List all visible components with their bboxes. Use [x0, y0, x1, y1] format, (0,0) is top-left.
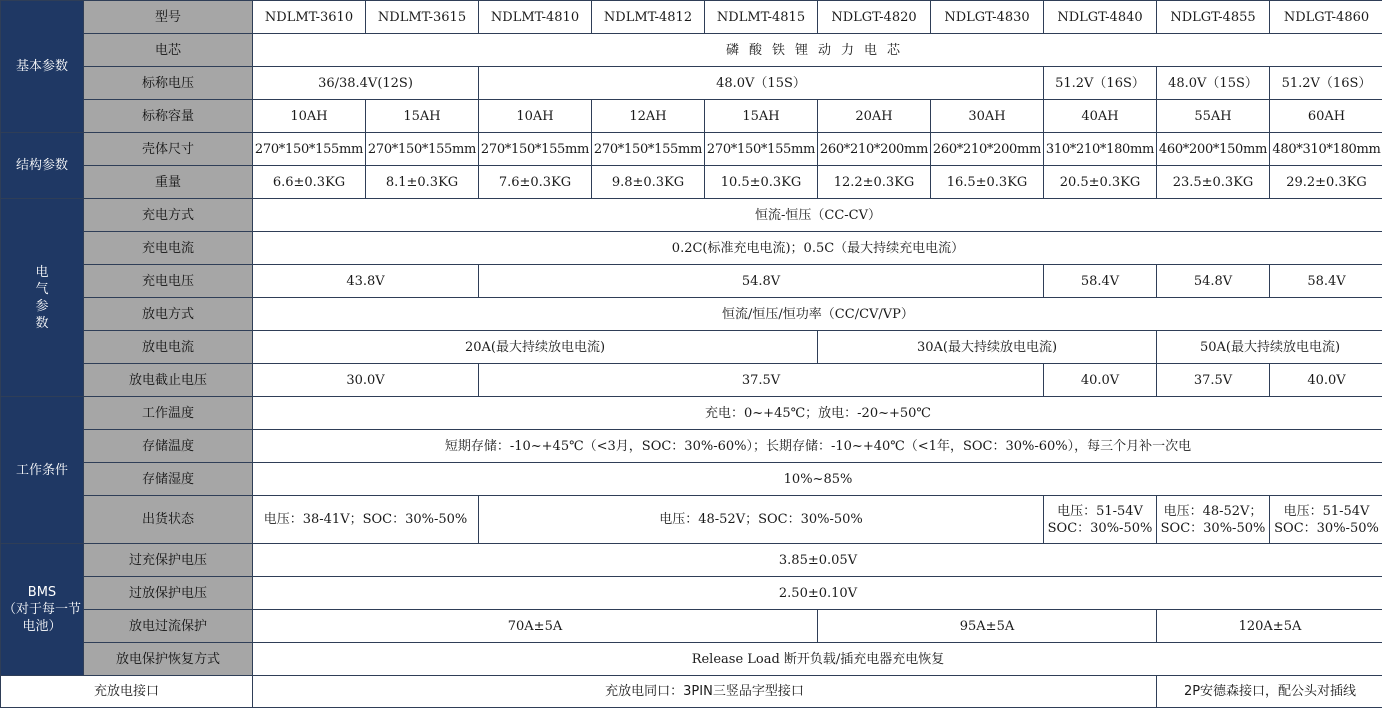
- shipping-state-line: 电压：51-54V: [1283, 503, 1370, 519]
- shipping-state-cell: 电压：38-41V；SOC：30%-50%: [253, 496, 479, 544]
- dimension-cell: 270*150*155mm: [253, 133, 366, 166]
- shipping-state-cell: [1044, 496, 1157, 544]
- cutoff-voltage-cell: 37.5V: [1157, 364, 1270, 397]
- charge-voltage-cell: 54.8V: [479, 265, 1044, 298]
- nominal-voltage-cell: 51.2V（16S）: [1270, 67, 1382, 100]
- footer-alt-port: 2P安德森接口，配公头对插线: [1157, 676, 1382, 708]
- dimension-cell: 460*200*150mm: [1157, 133, 1270, 166]
- label-charge-voltage: 充电电压: [84, 265, 253, 298]
- overcharge-value: 3.85±0.05V: [253, 544, 1382, 577]
- model-cell: NDLGT-4820: [818, 1, 931, 34]
- capacity-cell: 20AH: [818, 100, 931, 133]
- row-working-temp: [1, 397, 1382, 430]
- shipping-state-line: 电压：48-52V；: [1163, 503, 1263, 519]
- weight-cell: 29.2±0.3KG: [1270, 166, 1382, 199]
- label-nominal-voltage: 标称电压: [84, 67, 253, 100]
- model-cell: NDLGT-4830: [931, 1, 1044, 34]
- model-cell: NDLMT-4810: [479, 1, 592, 34]
- dimension-cell: 270*150*155mm: [366, 133, 479, 166]
- overcurrent-cell: 70A±5A: [253, 610, 818, 643]
- cutoff-voltage-cell: 37.5V: [479, 364, 1044, 397]
- cutoff-voltage-cell: 40.0V: [1044, 364, 1157, 397]
- footer-port: 充放电同口：3PIN三竖品字型接口: [253, 676, 1157, 708]
- charge-voltage-cell: 58.4V: [1044, 265, 1157, 298]
- cell-type: 磷酸铁锂动力电芯: [253, 34, 1382, 67]
- row-charge-current: [1, 232, 1382, 265]
- row-storage-temp: [1, 430, 1382, 463]
- model-cell: NDLMT-4812: [592, 1, 705, 34]
- shipping-state-cell: [1157, 496, 1270, 544]
- label-dimensions: 壳体尺寸: [84, 133, 253, 166]
- shipping-state-line: SOC：30%-50%: [1274, 520, 1379, 536]
- discharge-current-cell: 30A(最大持续放电电流): [818, 331, 1157, 364]
- overcurrent-cell: 95A±5A: [818, 610, 1157, 643]
- row-dimensions: [1, 133, 1382, 166]
- label-overcharge: 过充保护电压: [84, 544, 253, 577]
- overdischarge-value: 2.50±0.10V: [253, 577, 1382, 610]
- weight-cell: 9.8±0.3KG: [592, 166, 705, 199]
- label-charge-current: 充电电流: [84, 232, 253, 265]
- label-capacity: 标称容量: [84, 100, 253, 133]
- capacity-cell: 40AH: [1044, 100, 1157, 133]
- dimension-cell: 270*150*155mm: [479, 133, 592, 166]
- row-overcharge: [1, 544, 1382, 577]
- weight-cell: 12.2±0.3KG: [818, 166, 931, 199]
- capacity-cell: 30AH: [931, 100, 1044, 133]
- discharge-current-cell: 50A(最大持续放电电流): [1157, 331, 1382, 364]
- shipping-state-line: SOC：30%-50%: [1047, 520, 1153, 536]
- row-charge-mode: [1, 199, 1382, 232]
- weight-cell: 7.6±0.3KG: [479, 166, 592, 199]
- charge-voltage-cell: 54.8V: [1157, 265, 1270, 298]
- capacity-cell: 60AH: [1270, 100, 1382, 133]
- discharge-mode-value: 恒流/恒压/恒功率（CC/CV/VP）: [253, 298, 1382, 331]
- weight-cell: 10.5±0.3KG: [705, 166, 818, 199]
- label-cutoff-voltage: 放电截止电压: [84, 364, 253, 397]
- shipping-state-line: 电压：51-54V: [1057, 503, 1143, 519]
- dimension-cell: 270*150*155mm: [705, 133, 818, 166]
- nominal-voltage-cell: 48.0V（15S）: [479, 67, 1044, 100]
- model-cell: NDLGT-4860: [1270, 1, 1382, 34]
- row-model: [1, 1, 1382, 34]
- group-bms: BMS （对于每一节电池）: [1, 544, 84, 676]
- row-weight: [1, 166, 1382, 199]
- capacity-cell: 55AH: [1157, 100, 1270, 133]
- model-cell: NDLMT-4815: [705, 1, 818, 34]
- model-cell: NDLMT-3610: [253, 1, 366, 34]
- label-model: 型号: [84, 1, 253, 34]
- capacity-cell: 10AH: [479, 100, 592, 133]
- row-cell: [1, 34, 1382, 67]
- capacity-cell: 12AH: [592, 100, 705, 133]
- charge-voltage-cell: 58.4V: [1270, 265, 1382, 298]
- discharge-current-cell: 20A(最大持续放电电流): [253, 331, 818, 364]
- label-shipping-state: 出货状态: [84, 496, 253, 544]
- overcurrent-cell: 120A±5A: [1157, 610, 1382, 643]
- dimension-cell: 260*210*200mm: [818, 133, 931, 166]
- model-cell: NDLGT-4840: [1044, 1, 1157, 34]
- storage-temp-value: 短期存储：-10~+45℃（<3月，SOC：30%-60%）；长期存储：-10~+40℃（<1年，SOC：30%-60%），每三个月补一次电: [253, 430, 1382, 463]
- nominal-voltage-cell: 36/38.4V(12S): [253, 67, 479, 100]
- group-basic: 基本参数: [1, 1, 84, 133]
- group-working: 工作条件: [1, 397, 84, 544]
- weight-cell: 20.5±0.3KG: [1044, 166, 1157, 199]
- capacity-cell: 15AH: [705, 100, 818, 133]
- shipping-state-cell: 电压：48-52V；SOC：30%-50%: [479, 496, 1044, 544]
- label-working-temp: 工作温度: [84, 397, 253, 430]
- row-discharge-mode: [1, 298, 1382, 331]
- label-storage-humidity: 存储湿度: [84, 463, 253, 496]
- weight-cell: 6.6±0.3KG: [253, 166, 366, 199]
- row-nominal-voltage: [1, 67, 1382, 100]
- group-structure: 结构参数: [1, 133, 84, 199]
- label-storage-temp: 存储温度: [84, 430, 253, 463]
- label-weight: 重量: [84, 166, 253, 199]
- label-discharge-current: 放电电流: [84, 331, 253, 364]
- charge-current-value: 0.2C(标准充电电流)；0.5C（最大持续充电电流）: [253, 232, 1382, 265]
- row-recovery: [1, 643, 1382, 676]
- label-discharge-mode: 放电方式: [84, 298, 253, 331]
- dimension-cell: 270*150*155mm: [592, 133, 705, 166]
- shipping-state-line: SOC：30%-50%: [1160, 520, 1266, 536]
- storage-humidity-value: 10%~85%: [253, 463, 1382, 496]
- weight-cell: 23.5±0.3KG: [1157, 166, 1270, 199]
- label-cell: 电芯: [84, 34, 253, 67]
- row-capacity: [1, 100, 1382, 133]
- label-recovery: 放电保护恢复方式: [84, 643, 253, 676]
- nominal-voltage-cell: 51.2V（16S）: [1044, 67, 1157, 100]
- row-overcurrent: [1, 610, 1382, 643]
- nominal-voltage-cell: 48.0V（15S）: [1157, 67, 1270, 100]
- group-electrical: 电 气 参 数: [1, 199, 84, 397]
- weight-cell: 16.5±0.3KG: [931, 166, 1044, 199]
- cutoff-voltage-cell: 40.0V: [1270, 364, 1382, 397]
- label-overdischarge: 过放保护电压: [84, 577, 253, 610]
- model-cell: NDLGT-4855: [1157, 1, 1270, 34]
- dimension-cell: 260*210*200mm: [931, 133, 1044, 166]
- row-cutoff-voltage: [1, 364, 1382, 397]
- recovery-value: Release Load 断开负载/插充电器充电恢复: [253, 643, 1382, 676]
- footer-label: 充放电接口: [1, 676, 253, 708]
- charge-mode-value: 恒流-恒压（CC-CV）: [253, 199, 1382, 232]
- row-footer: [1, 676, 1382, 708]
- model-cell: NDLMT-3615: [366, 1, 479, 34]
- row-charge-voltage: [1, 265, 1382, 298]
- label-overcurrent: 放电过流保护: [84, 610, 253, 643]
- capacity-cell: 10AH: [253, 100, 366, 133]
- shipping-state-cell: [1270, 496, 1382, 544]
- label-charge-mode: 充电方式: [84, 199, 253, 232]
- dimension-cell: 480*310*180mm: [1270, 133, 1382, 166]
- row-storage-humidity: [1, 463, 1382, 496]
- capacity-cell: 15AH: [366, 100, 479, 133]
- row-shipping-state: [1, 496, 1382, 544]
- weight-cell: 8.1±0.3KG: [366, 166, 479, 199]
- dimension-cell: 310*210*180mm: [1044, 133, 1157, 166]
- row-discharge-current: [1, 331, 1382, 364]
- working-temp-value: 充电：0~+45℃；放电：-20~+50℃: [253, 397, 1382, 430]
- row-overdischarge: [1, 577, 1382, 610]
- charge-voltage-cell: 43.8V: [253, 265, 479, 298]
- cutoff-voltage-cell: 30.0V: [253, 364, 479, 397]
